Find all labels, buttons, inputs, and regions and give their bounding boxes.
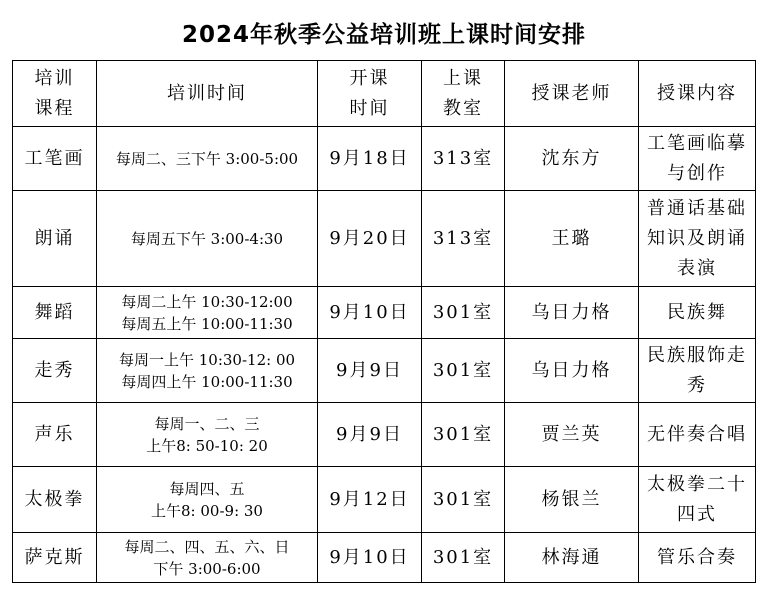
- time-cell: [97, 533, 318, 583]
- time-line: 每周四、五: [169, 479, 245, 498]
- room-cell: 301室: [422, 533, 505, 583]
- course-cell: 走秀: [13, 339, 97, 403]
- room-cell: 301室: [422, 339, 505, 403]
- start-date-cell: 9月18日: [318, 127, 422, 191]
- room-cell: 313室: [422, 127, 505, 191]
- header-time-label: 培训时间: [167, 82, 247, 104]
- time-line: 每周二上午 10:30-12:00: [121, 292, 293, 311]
- header-row: [13, 61, 756, 127]
- schedule-table: [12, 60, 756, 583]
- table-row: [13, 467, 756, 533]
- teacher-cell: 贾兰英: [505, 403, 639, 467]
- time-line: 每周五下午 3:00-4:30: [130, 229, 284, 248]
- header-start-line-2: 时间: [349, 97, 390, 119]
- header-course: [13, 61, 97, 127]
- time-cell: [97, 127, 318, 191]
- time-line: 每周五上午 10:00-11:30: [121, 314, 293, 333]
- teacher-cell: 沈东方: [505, 127, 639, 191]
- table-row: [13, 533, 756, 583]
- teacher-cell: 杨银兰: [505, 467, 639, 533]
- table-row: [13, 403, 756, 467]
- teacher-cell: 乌日力格: [505, 287, 639, 339]
- content-cell: 太极拳二十四式: [639, 467, 756, 533]
- table-row: [13, 339, 756, 403]
- header-room: [422, 61, 505, 127]
- start-date-cell: 9月10日: [318, 533, 422, 583]
- room-cell: 313室: [422, 191, 505, 287]
- header-start: [318, 61, 422, 127]
- teacher-cell: 乌日力格: [505, 339, 639, 403]
- header-room-line-2: 教室: [443, 97, 483, 119]
- time-line: 每周二、三下午 3:00-5:00: [115, 149, 299, 168]
- time-line: 下午 3:00-6:00: [153, 559, 261, 578]
- start-date-cell: 9月10日: [318, 287, 422, 339]
- header-time: [97, 61, 318, 127]
- table-row: [13, 127, 756, 191]
- room-cell: 301室: [422, 467, 505, 533]
- start-date-cell: 9月9日: [318, 403, 422, 467]
- content-cell: 无伴奏合唱: [639, 403, 756, 467]
- time-line: 每周二、四、五、六、日: [124, 537, 290, 556]
- course-cell: 声乐: [13, 403, 97, 467]
- time-line: 每周一上午 10:30-12: 00: [118, 350, 296, 369]
- time-cell: [97, 403, 318, 467]
- header-course-line-2: 课程: [34, 97, 75, 119]
- time-cell: [97, 339, 318, 403]
- course-cell: 工笔画: [13, 127, 97, 191]
- time-line: 上午8: 00-9: 30: [151, 501, 263, 520]
- header-teacher-label: 授课老师: [531, 82, 612, 104]
- page-title: 2024年秋季公益培训班上课时间安排: [181, 22, 586, 48]
- time-line: 上午8: 50-10: 20: [146, 436, 268, 455]
- content-cell: 普通话基础知识及朗诵表演: [639, 191, 756, 287]
- room-cell: 301室: [422, 287, 505, 339]
- content-cell: 工笔画临摹与创作: [639, 127, 756, 191]
- start-date-cell: 9月12日: [318, 467, 422, 533]
- time-line: 每周一、二、三: [154, 414, 260, 433]
- header-teacher: [505, 61, 639, 127]
- table-row: [13, 287, 756, 339]
- table-row: [13, 191, 756, 287]
- start-date-cell: 9月20日: [318, 191, 422, 287]
- time-cell: [97, 191, 318, 287]
- content-cell: 民族舞: [639, 287, 756, 339]
- start-date-cell: 9月9日: [318, 339, 422, 403]
- course-cell: 萨克斯: [13, 533, 97, 583]
- time-cell: [97, 467, 318, 533]
- header-course-line-1: 培训: [34, 67, 75, 89]
- time-line: 每周四上午 10:00-11:30: [121, 372, 293, 391]
- content-cell: 管乐合奏: [639, 533, 756, 583]
- time-cell: [97, 287, 318, 339]
- course-cell: 太极拳: [13, 467, 97, 533]
- teacher-cell: 林海通: [505, 533, 639, 583]
- teacher-cell: 王璐: [505, 191, 639, 287]
- course-cell: 朗诵: [13, 191, 97, 287]
- header-start-line-1: 开课: [349, 67, 390, 89]
- header-content-label: 授课内容: [657, 82, 737, 104]
- course-cell: 舞蹈: [13, 287, 97, 339]
- header-room-line-1: 上课: [443, 67, 483, 89]
- content-cell: 民族服饰走秀: [639, 339, 756, 403]
- room-cell: 301室: [422, 403, 505, 467]
- header-content: [639, 61, 756, 127]
